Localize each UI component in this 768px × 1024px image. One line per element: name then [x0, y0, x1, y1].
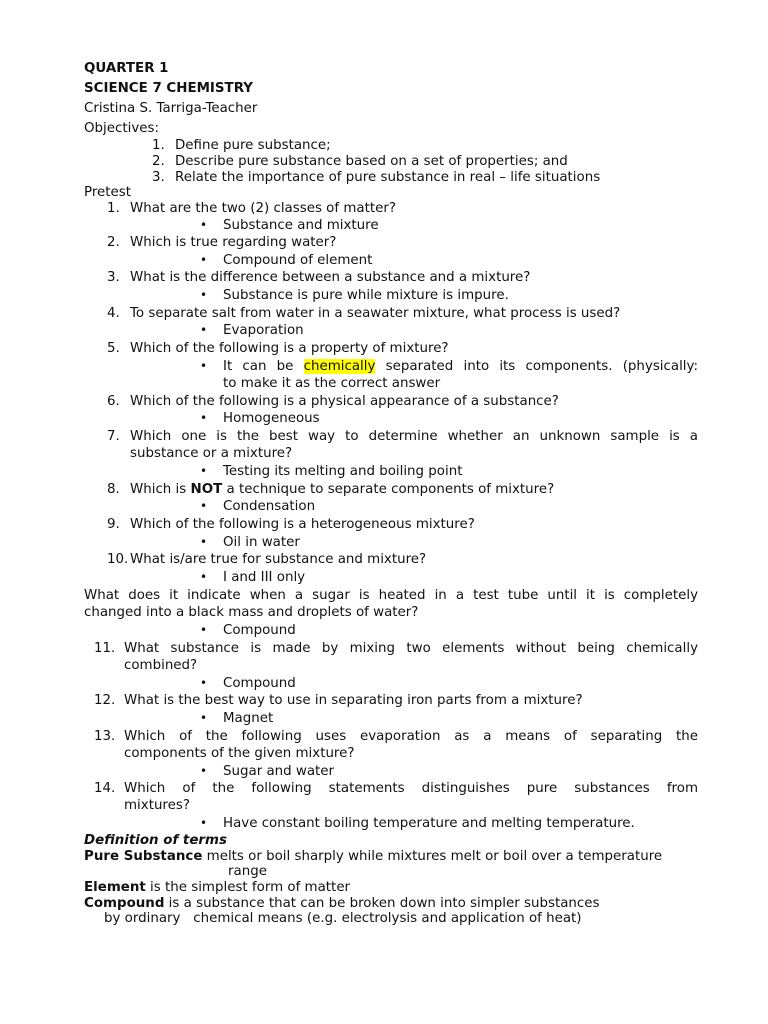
definition-element	[84, 879, 350, 896]
bullet-icon: •	[200, 359, 208, 373]
quarter-heading: QUARTER 1	[84, 61, 169, 76]
question-part: Which is	[130, 482, 187, 497]
question-number: 8.	[107, 482, 120, 497]
answer-text: Testing its melting and boiling point	[223, 464, 463, 479]
definition-text: is a substance that can be broken down into simpler substances	[164, 896, 600, 911]
bullet-icon: •	[200, 323, 208, 337]
question-text: Which of the following uses evaporation as a means of separating the	[124, 729, 698, 744]
bullet-icon: •	[200, 816, 208, 830]
bullet-icon: •	[200, 764, 208, 778]
bullet-icon: •	[200, 218, 208, 232]
bullet-icon: •	[200, 411, 208, 425]
question-text: Which one is the best way to determine whether an unknown sample is a	[130, 429, 698, 444]
answer-text: Magnet	[223, 711, 274, 726]
answer-text: Homogeneous	[223, 411, 320, 426]
bullet-icon: •	[200, 464, 208, 478]
bullet-icon: •	[200, 253, 208, 267]
objective-text: Relate the importance of pure substance in real – life situations	[175, 170, 601, 185]
answer-text: Compound	[223, 623, 296, 638]
subject-heading: SCIENCE 7 CHEMISTRY	[84, 81, 253, 96]
answer-text-continued: to make it as the correct answer	[223, 376, 441, 391]
objective-number: 1.	[152, 138, 165, 153]
question-number: 6.	[107, 394, 120, 409]
question-text: What substance is made by mixing two elements without being chemically	[124, 641, 698, 656]
answer-text: Compound	[223, 676, 296, 691]
pretest-label: Pretest	[84, 185, 132, 200]
answer-part: separated into its components. (physically:	[385, 359, 698, 374]
extra-question-text: What does it indicate when a sugar is heated in a test tube until it is completely	[84, 588, 698, 603]
question-text: What is/are true for substance and mixture?	[130, 552, 427, 567]
definition-text-continued: by ordinary chemical means (e.g. electrolysis and application of heat)	[104, 911, 582, 926]
question-number: 11.	[94, 641, 116, 656]
answer-text: I and III only	[223, 570, 306, 585]
highlighted-word: chemically	[303, 359, 376, 374]
bullet-icon: •	[200, 711, 208, 725]
answer-part: It can be	[223, 359, 294, 374]
question-text-continued: mixtures?	[124, 798, 190, 813]
question-text-continued: components of the given mixture?	[124, 746, 355, 761]
emphasis-word: NOT	[190, 482, 223, 497]
term-label: Pure Substance	[84, 849, 203, 864]
bullet-icon: •	[200, 535, 208, 549]
extra-question-text-continued: changed into a black mass and droplets of water?	[84, 605, 419, 620]
answer-text	[223, 358, 698, 375]
answer-text: Condensation	[223, 499, 316, 514]
question-number: 5.	[107, 341, 120, 356]
question-text: To separate salt from water in a seawater mixture, what process is used?	[130, 306, 621, 321]
question-text: What is the difference between a substance and a mixture?	[130, 270, 531, 285]
definition-text: melts or boil sharply while mixtures melt or boil over a temperature	[202, 849, 663, 864]
question-number: 4.	[107, 306, 120, 321]
answer-text: Have constant boiling temperature and melting temperature.	[223, 816, 635, 831]
question-part: a technique to separate components of mixture?	[226, 482, 555, 497]
question-text: What is the best way to use in separating iron parts from a mixture?	[124, 693, 583, 708]
objective-text: Describe pure substance based on a set of properties; and	[175, 154, 568, 169]
question-text-continued: combined?	[124, 658, 198, 673]
question-text: Which of the following is a property of mixture?	[130, 341, 449, 356]
objective-number: 3.	[152, 170, 165, 185]
answer-text: Sugar and water	[223, 764, 335, 779]
question-number: 7.	[107, 429, 120, 444]
question-number: 13.	[94, 729, 116, 744]
question-number: 2.	[107, 235, 120, 250]
teacher-name: Cristina S. Tarriga-Teacher	[84, 101, 258, 116]
term-label: Compound	[84, 896, 165, 911]
question-number: 10.	[107, 552, 129, 567]
question-text	[130, 481, 554, 498]
objective-number: 2.	[152, 154, 165, 169]
question-text: Which is true regarding water?	[130, 235, 337, 250]
question-number: 9.	[107, 517, 120, 532]
question-text-continued: substance or a mixture?	[130, 446, 293, 461]
answer-text: Substance and mixture	[223, 218, 379, 233]
definition-pure-substance	[84, 848, 662, 865]
answer-text: Evaporation	[223, 323, 304, 338]
answer-text: Substance is pure while mixture is impure.	[223, 288, 509, 303]
definition-text-continued: range	[228, 864, 267, 879]
term-label: Element	[84, 880, 146, 895]
definition-text: is the simplest form of matter	[145, 880, 351, 895]
bullet-icon: •	[200, 623, 208, 637]
bullet-icon: •	[200, 676, 208, 690]
objective-text: Define pure substance;	[175, 138, 331, 153]
answer-text: Compound of element	[223, 253, 373, 268]
question-number: 3.	[107, 270, 120, 285]
bullet-icon: •	[200, 570, 208, 584]
question-number: 12.	[94, 693, 116, 708]
question-text: What are the two (2) classes of matter?	[130, 201, 396, 216]
bullet-icon: •	[200, 499, 208, 513]
objectives-label: Objectives:	[84, 121, 159, 136]
definitions-heading: Definition of terms	[84, 833, 227, 848]
answer-text: Oil in water	[223, 535, 300, 550]
question-text: Which of the following is a physical appearance of a substance?	[130, 394, 559, 409]
bullet-icon: •	[200, 288, 208, 302]
question-text: Which of the following statements distinguishes pure substances from	[124, 781, 698, 796]
question-text: Which of the following is a heterogeneous mixture?	[130, 517, 475, 532]
question-number: 1.	[107, 201, 120, 216]
question-number: 14.	[94, 781, 116, 796]
